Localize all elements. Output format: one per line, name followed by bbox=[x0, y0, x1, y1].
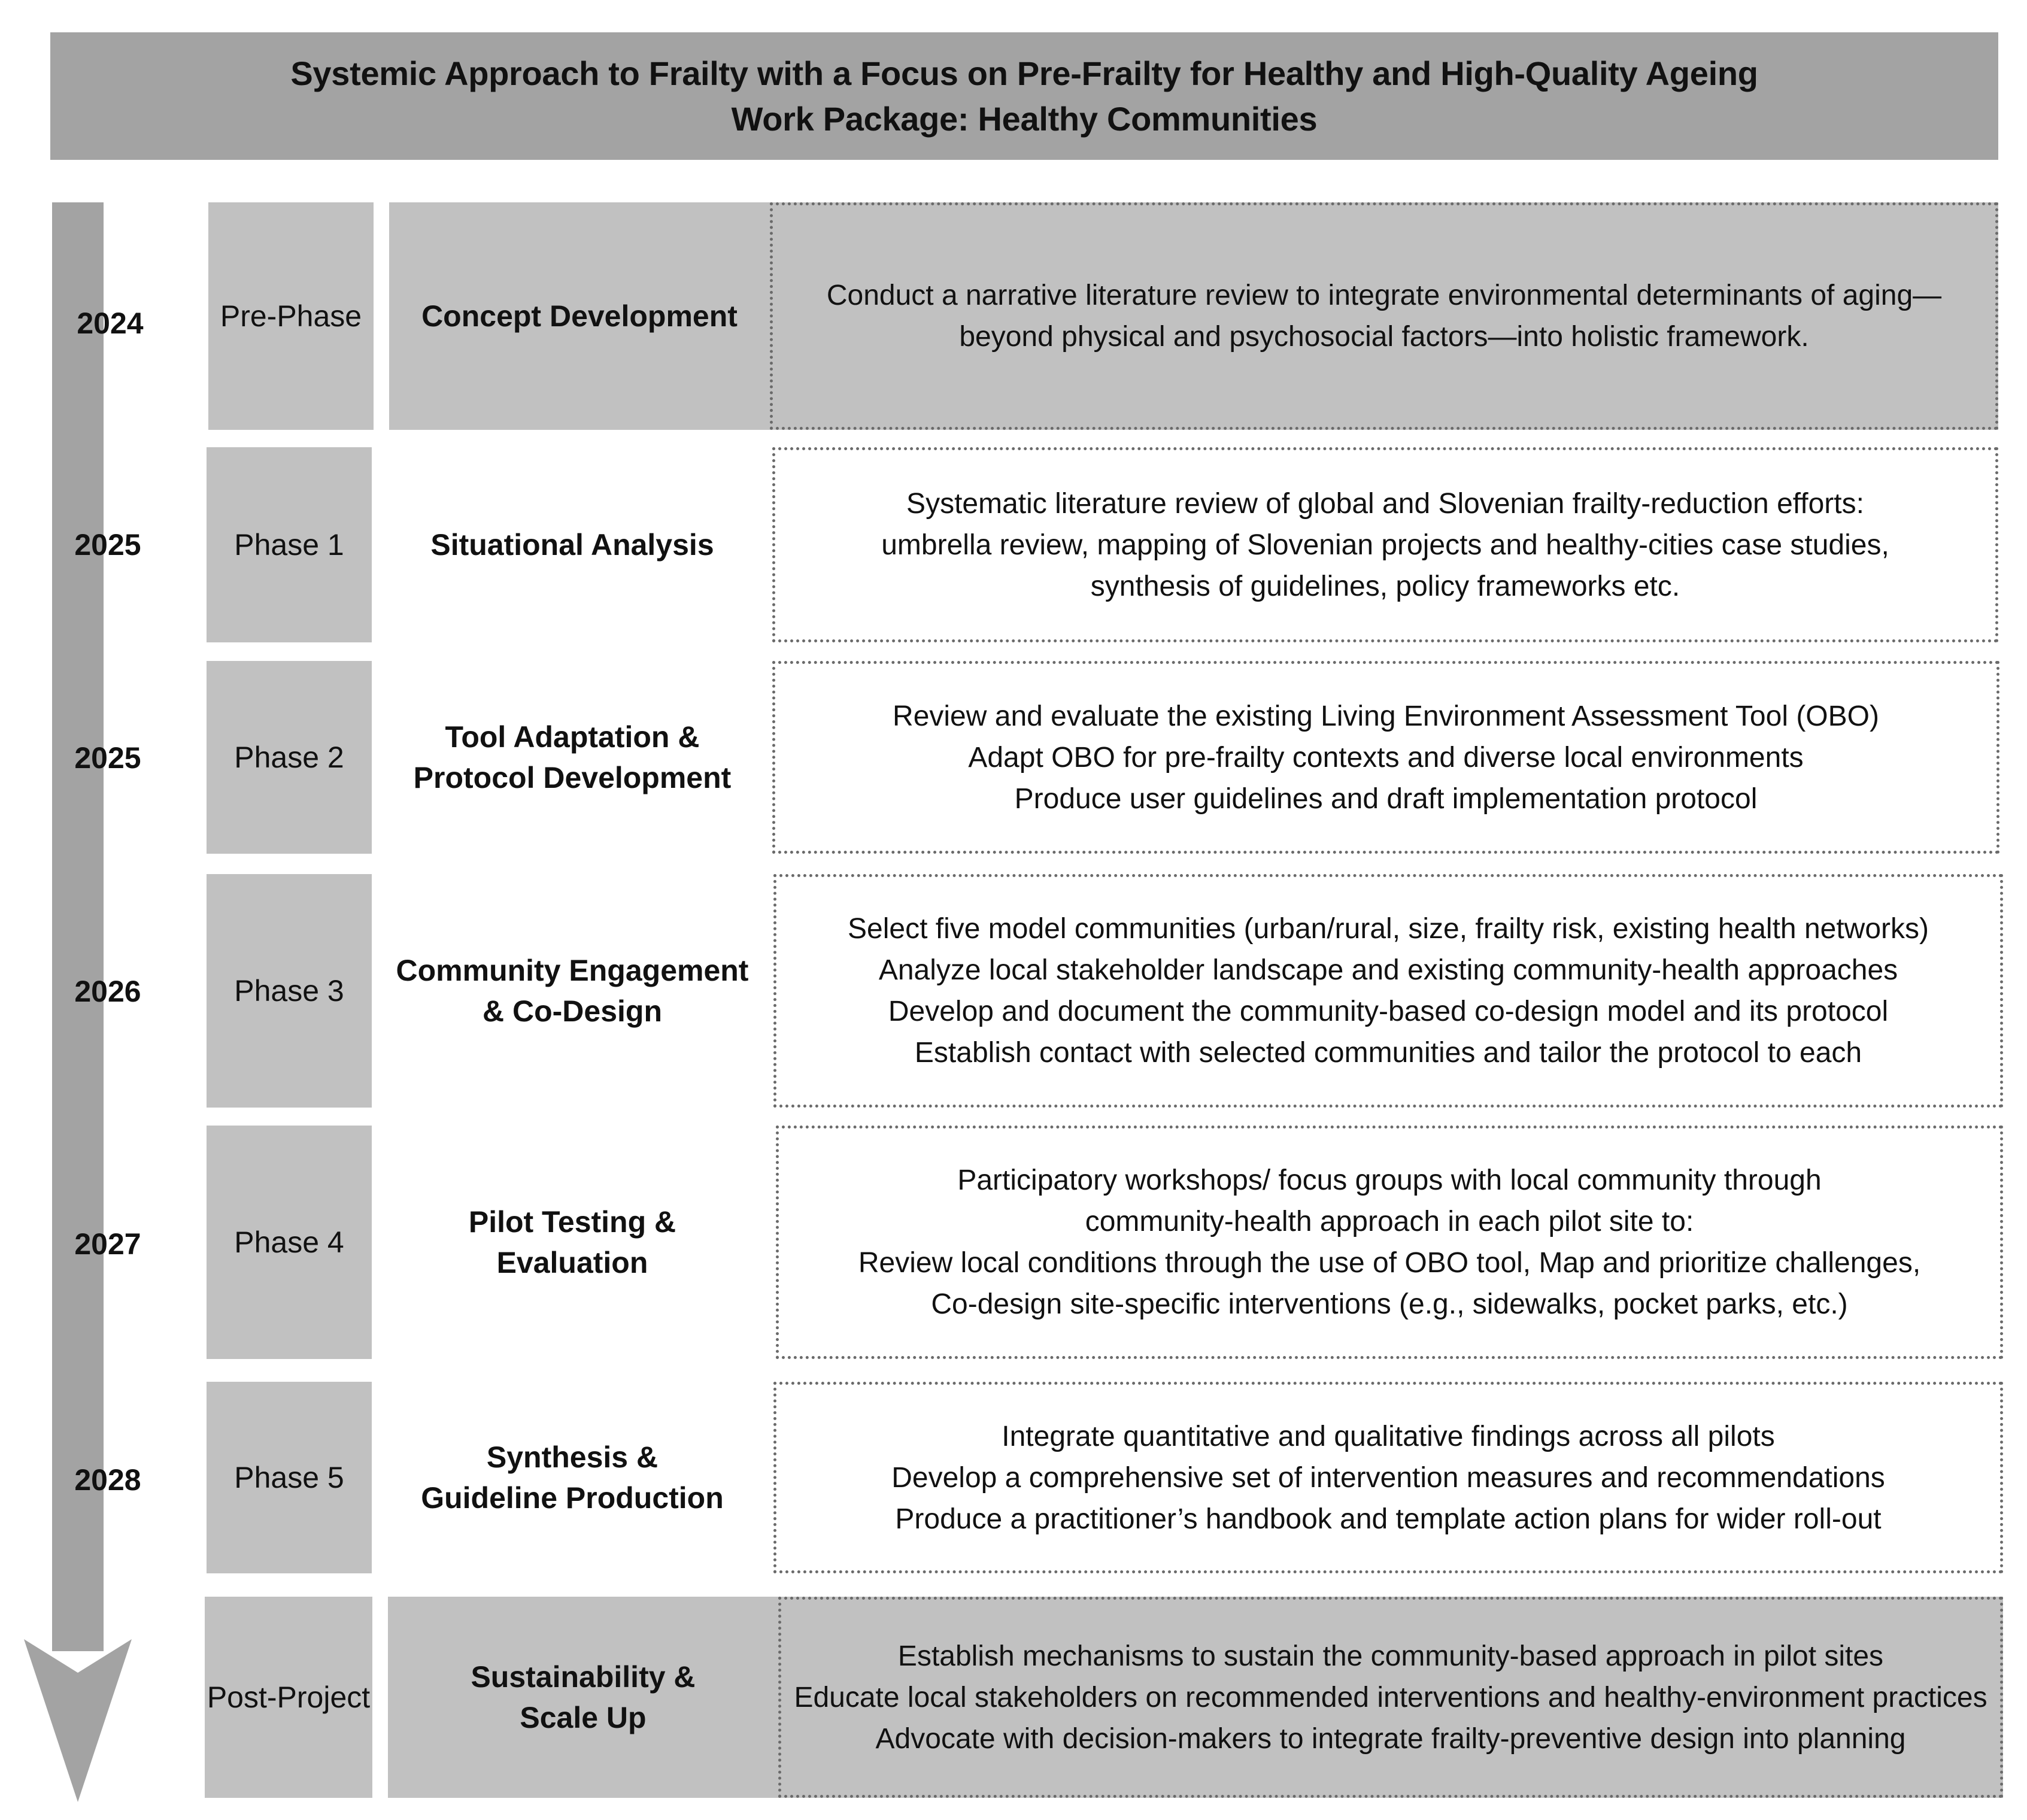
phase-title-box bbox=[389, 202, 770, 430]
phase-description-line: community-health approach in each pilot site to: bbox=[1085, 1206, 1694, 1237]
phase-title-line: Pilot Testing & bbox=[468, 1205, 676, 1239]
diagram-header bbox=[50, 32, 1998, 160]
phase-title bbox=[471, 1657, 695, 1738]
diagram-subtitle: Work Package: Healthy Communities bbox=[731, 99, 1318, 138]
phase-title bbox=[430, 524, 714, 565]
phase-description-line: Produce user guidelines and draft implementation protocol bbox=[1014, 782, 1758, 815]
phase-description-box bbox=[773, 1382, 2003, 1573]
phase-description-line: Systematic literature review of global and Slovenian frailty-reduction efforts: bbox=[906, 487, 1864, 520]
phase-description-line: Establish contact with selected communities and tailor the protocol to each bbox=[914, 1037, 1862, 1069]
phase-title bbox=[421, 1437, 724, 1518]
phase-description-box bbox=[778, 1597, 2003, 1798]
phase-title-line: Situational Analysis bbox=[430, 528, 714, 562]
phase-description-line: Produce a practitioner’s handbook and template action plans for wider roll-out bbox=[895, 1503, 1882, 1535]
phase-description-line: umbrella review, mapping of Slovenian projects and healthy-cities case studies, bbox=[881, 529, 1889, 561]
phase-label-box: Phase 2 bbox=[207, 661, 372, 854]
phase-description-line: Integrate quantitative and qualitative findings across all pilots bbox=[1002, 1420, 1775, 1452]
phase-title bbox=[396, 950, 749, 1032]
phase-description-box bbox=[773, 874, 2003, 1108]
phase-title-box bbox=[389, 447, 755, 642]
phase-title-box bbox=[389, 1382, 755, 1573]
timeline-arrow-head bbox=[24, 1639, 132, 1802]
phase-description-line: Establish mechanisms to sustain the community-based approach in pilot sites bbox=[897, 1640, 1884, 1672]
year-label: 2025 bbox=[74, 741, 141, 775]
phase-title-box bbox=[389, 1126, 755, 1359]
phase-label-box: Pre-Phase bbox=[208, 202, 374, 430]
phase-description-line: Develop and document the community-based co-design model and its protocol bbox=[888, 996, 1889, 1027]
phase-title bbox=[414, 717, 732, 798]
phase-title bbox=[421, 296, 738, 336]
year-label: 2027 bbox=[74, 1227, 141, 1261]
phase-title-box bbox=[388, 1597, 778, 1798]
phase-description-line: Conduct a narrative literature review to integrate environmental determinants of aging— bbox=[826, 280, 1942, 311]
phase-description-line: Educate local stakeholders on recommended interventions and healthy-environment practices bbox=[794, 1681, 1987, 1713]
year-label: 2026 bbox=[74, 975, 141, 1008]
phase-description-line: beyond physical and psychosocial factors—into holistic framework. bbox=[959, 321, 1809, 353]
phase-description-line: synthesis of guidelines, policy frameworks etc. bbox=[1090, 570, 1680, 602]
phase-title bbox=[469, 1202, 676, 1283]
phase-description-line: Review and evaluate the existing Living Environment Assessment Tool (OBO) bbox=[893, 700, 1879, 732]
phase-description-line: Develop a comprehensive set of intervention measures and recommendations bbox=[891, 1461, 1885, 1494]
phase-description-line: Review local conditions through the use of OBO tool, Map and prioritize challenges, bbox=[858, 1247, 1921, 1279]
phase-title-line: Scale Up bbox=[520, 1701, 647, 1734]
phase-description-line: Adapt OBO for pre-frailty contexts and diverse local environments bbox=[968, 741, 1804, 774]
timeline-arrow-shaft bbox=[52, 202, 104, 1651]
phase-description-line: Co-design site-specific interventions (e.g., sidewalks, pocket parks, etc.) bbox=[931, 1288, 1848, 1320]
phase-description-line: Analyze local stakeholder landscape and existing community-health approaches bbox=[878, 954, 1898, 986]
phase-description-line: Participatory workshops/ focus groups with local community through bbox=[957, 1164, 1822, 1196]
phase-title-line: Community Engagement bbox=[396, 954, 749, 987]
phase-title-line: Evaluation bbox=[496, 1246, 648, 1279]
phase-title-line: Protocol Development bbox=[413, 761, 732, 794]
year-label: 2028 bbox=[74, 1463, 141, 1497]
phase-title-box bbox=[389, 661, 755, 854]
year-label: 2025 bbox=[74, 528, 141, 562]
phase-label-box: Phase 4 bbox=[207, 1126, 372, 1359]
phase-description-box bbox=[776, 1126, 2003, 1359]
phase-description-box bbox=[772, 447, 1998, 642]
phase-description-box bbox=[770, 202, 1998, 430]
phase-title-line: & Co-Design bbox=[482, 994, 662, 1028]
phase-label-box: Phase 3 bbox=[207, 874, 372, 1108]
phase-title-line: Concept Development bbox=[421, 299, 738, 333]
phase-title-box bbox=[389, 874, 755, 1108]
phase-description-line: Advocate with decision-makers to integrate frailty-preventive design into planning bbox=[875, 1722, 1906, 1755]
year-label: 2024 bbox=[77, 307, 144, 340]
diagram-title: Systemic Approach to Frailty with a Focus on Pre-Frailty for Healthy and High-Quality Ageing bbox=[290, 54, 1758, 92]
phase-description-box bbox=[772, 661, 1999, 854]
phase-label-box: Phase 5 bbox=[207, 1382, 372, 1573]
phase-title-line: Sustainability & bbox=[471, 1660, 696, 1694]
phase-title-line: Tool Adaptation & bbox=[445, 720, 700, 754]
phase-label-box: Post-Project bbox=[205, 1597, 372, 1798]
phase-description-line: Select five model communities (urban/rural, size, frailty risk, existing health networks) bbox=[848, 913, 1929, 945]
phase-label-box: Phase 1 bbox=[207, 447, 372, 642]
phase-title-line: Guideline Production bbox=[421, 1481, 724, 1515]
phase-title-line: Synthesis & bbox=[486, 1440, 659, 1474]
